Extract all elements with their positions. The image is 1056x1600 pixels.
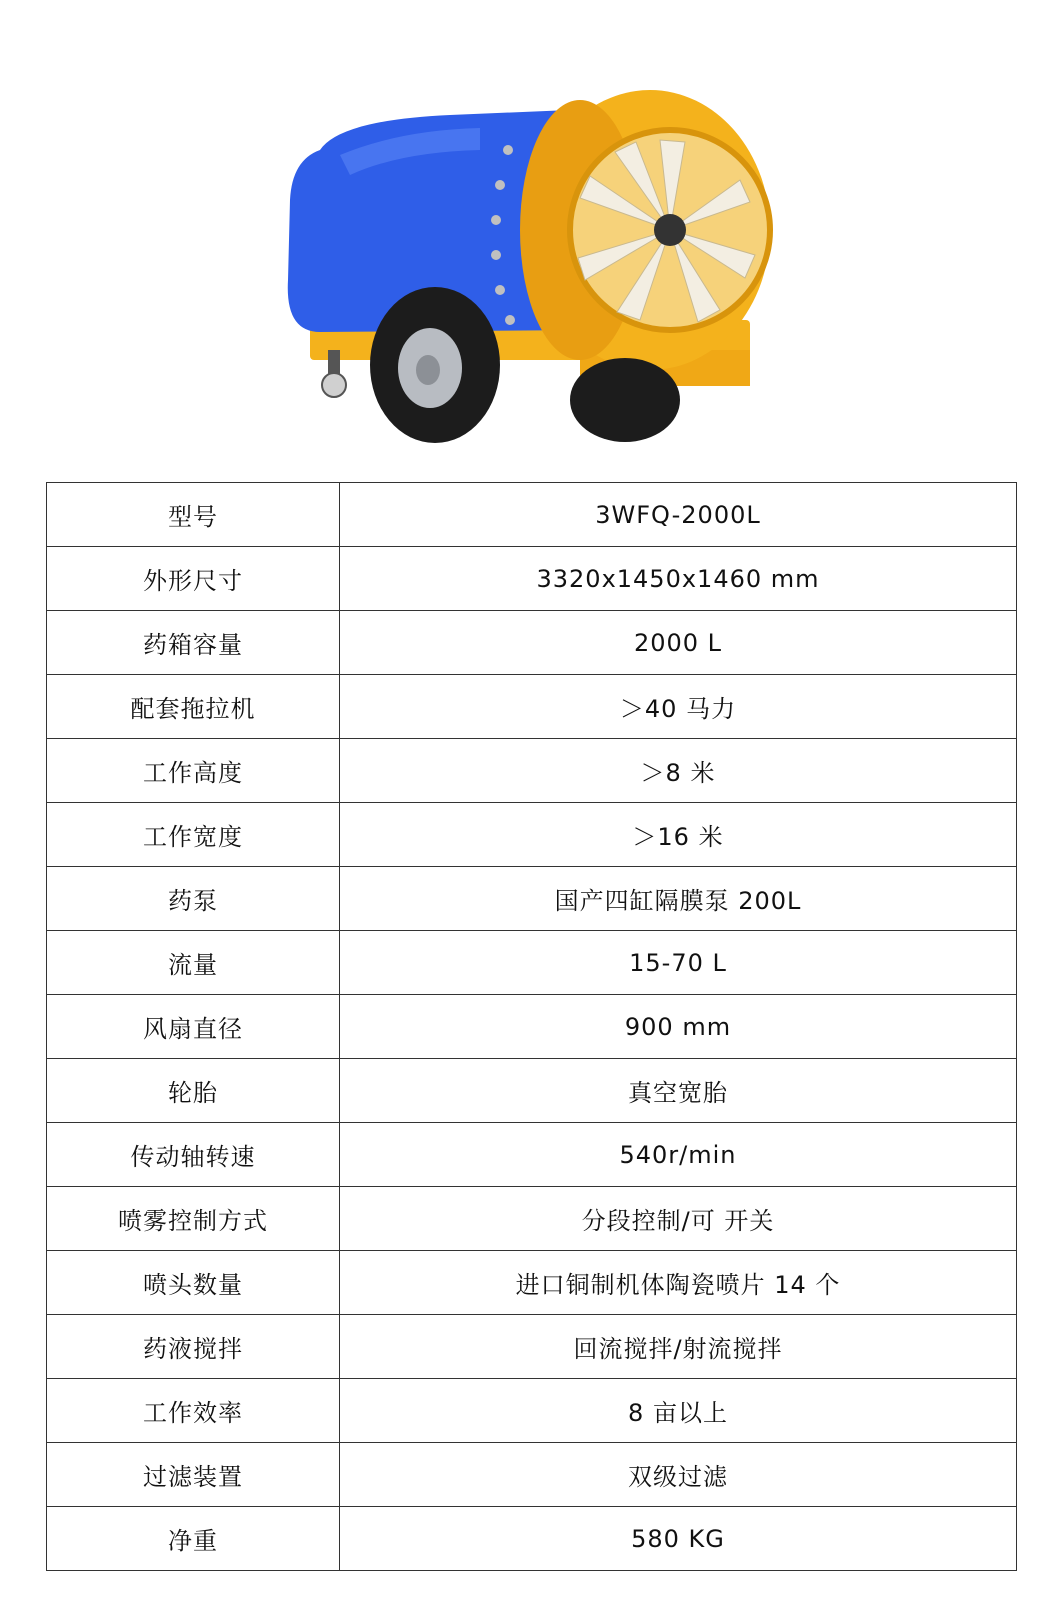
spec-label: 喷雾控制方式 (47, 1187, 340, 1251)
spec-label: 工作效率 (47, 1379, 340, 1443)
spec-value: 分段控制/可 开关 (340, 1187, 1017, 1251)
spec-value: 国产四缸隔膜泵 200L (340, 867, 1017, 931)
spec-label: 传动轴转速 (47, 1123, 340, 1187)
spec-value: 15-70 L (340, 931, 1017, 995)
spec-row (47, 995, 1017, 1059)
spec-table-body (47, 483, 1017, 1571)
spec-row (47, 803, 1017, 867)
spec-value: 900 mm (340, 995, 1017, 1059)
spec-value: 真空宽胎 (340, 1059, 1017, 1123)
spec-row (47, 1443, 1017, 1507)
spec-label: 配套拖拉机 (47, 675, 340, 739)
spec-label: 净重 (47, 1507, 340, 1571)
spec-row (47, 931, 1017, 995)
spec-row (47, 611, 1017, 675)
spec-label: 工作高度 (47, 739, 340, 803)
spec-value: ＞16 米 (340, 803, 1017, 867)
spec-row (47, 1251, 1017, 1315)
spec-row (47, 1123, 1017, 1187)
spec-value: ＞8 米 (340, 739, 1017, 803)
spec-value: 540r/min (340, 1123, 1017, 1187)
spec-row (47, 1507, 1017, 1571)
spec-row (47, 547, 1017, 611)
spec-row (47, 1315, 1017, 1379)
spec-value: 580 KG (340, 1507, 1017, 1571)
spec-label: 型号 (47, 483, 340, 547)
caster-wheel (322, 373, 346, 397)
spec-row (47, 1059, 1017, 1123)
spec-label: 外形尺寸 (47, 547, 340, 611)
rear-wheel (570, 358, 680, 442)
spec-label: 药泵 (47, 867, 340, 931)
spec-label: 喷头数量 (47, 1251, 340, 1315)
spec-value: 双级过滤 (340, 1443, 1017, 1507)
spec-label: 流量 (47, 931, 340, 995)
spec-value: 8 亩以上 (340, 1379, 1017, 1443)
spec-value: 3320x1450x1460 mm (340, 547, 1017, 611)
spec-value: 进口铜制机体陶瓷喷片 14 个 (340, 1251, 1017, 1315)
spec-row (47, 867, 1017, 931)
spec-value: 3WFQ-2000L (340, 483, 1017, 547)
spec-label: 轮胎 (47, 1059, 340, 1123)
spec-row (47, 675, 1017, 739)
spec-row (47, 483, 1017, 547)
spec-row (47, 1379, 1017, 1443)
spec-label: 过滤装置 (47, 1443, 340, 1507)
fan-hub (654, 214, 686, 246)
product-photo (280, 80, 780, 460)
spec-value: 回流搅拌/射流搅拌 (340, 1315, 1017, 1379)
spec-label: 药箱容量 (47, 611, 340, 675)
spec-value: 2000 L (340, 611, 1017, 675)
spec-row (47, 1187, 1017, 1251)
spec-value: ＞40 马力 (340, 675, 1017, 739)
spec-row (47, 739, 1017, 803)
spec-table (46, 482, 1017, 1571)
spec-label: 药液搅拌 (47, 1315, 340, 1379)
spec-label: 风扇直径 (47, 995, 340, 1059)
spec-label: 工作宽度 (47, 803, 340, 867)
front-wheel-hub (416, 355, 440, 385)
